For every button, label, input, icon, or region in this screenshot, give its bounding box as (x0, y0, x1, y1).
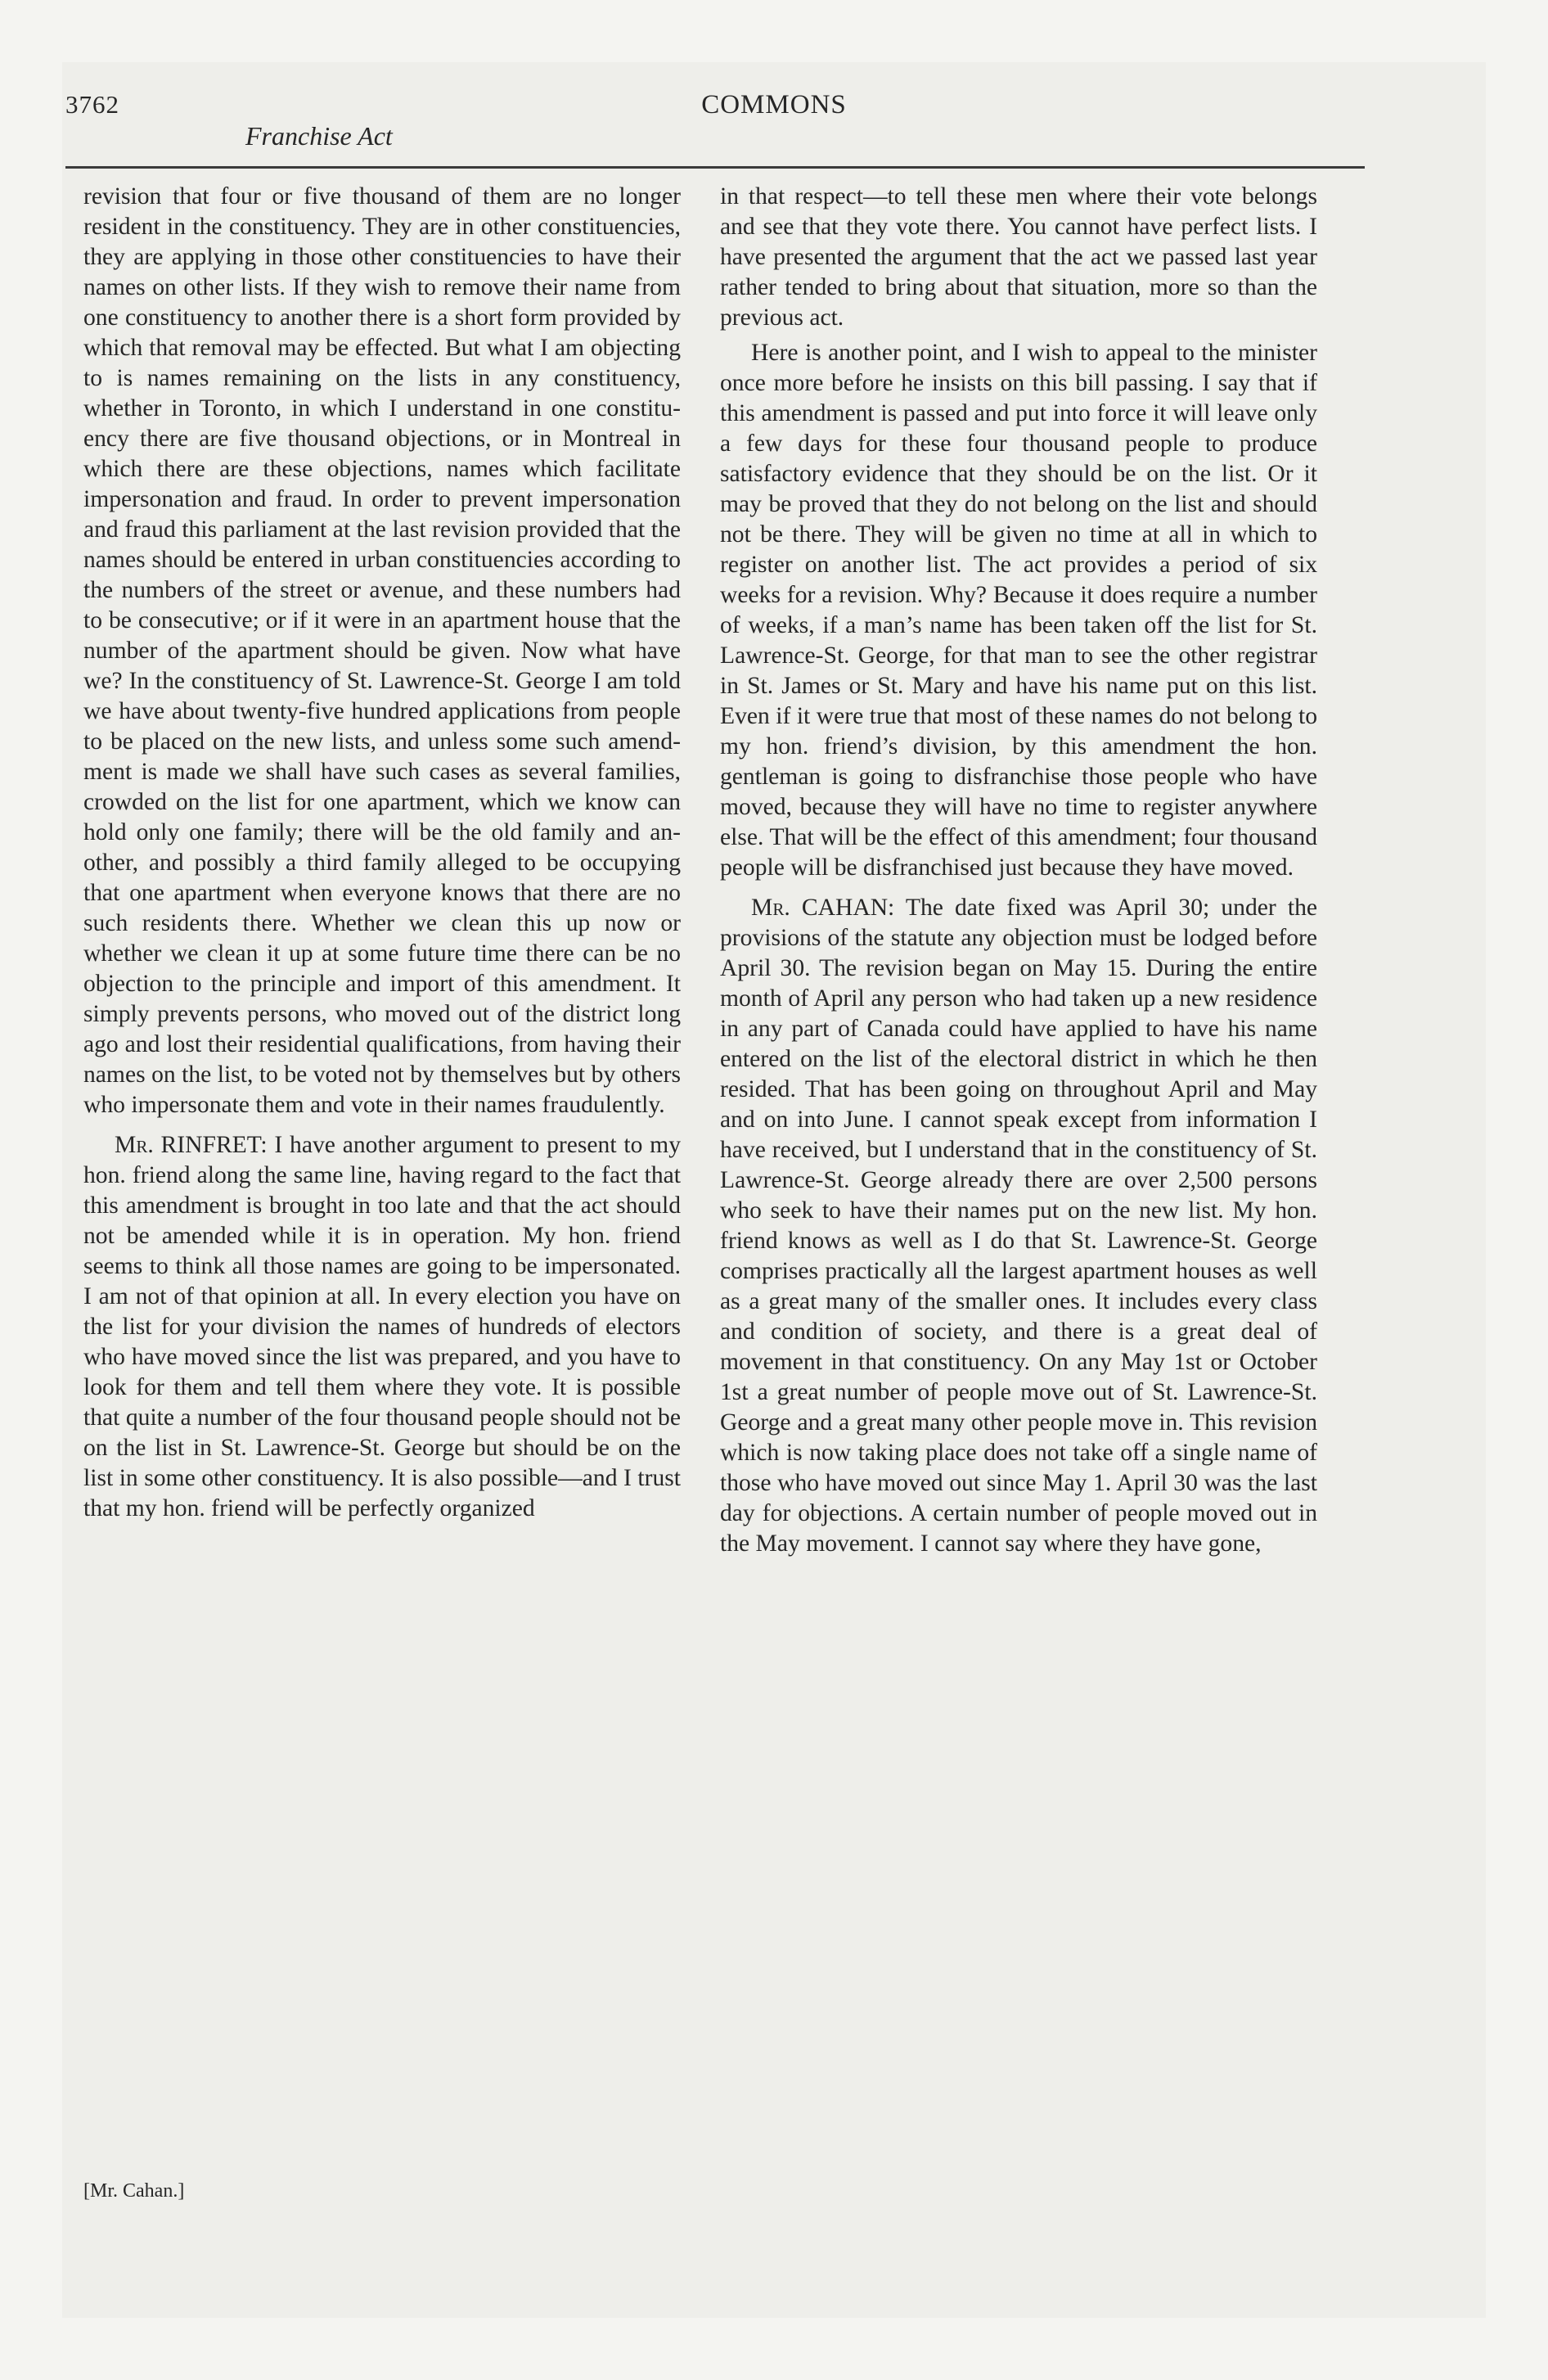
left-column (83, 182, 681, 1529)
paragraph: Here is another point, and I wish to appeal to the minister once more before he insists on this bill passing. I say that if this amendment is passed and put into force it will leave only a few days for these four thousand people to produce satisfactory evidence that they should be on the list. Or it may be proved that they do not belong on the list and should not be there. They will be given no time at all in which to register on another list. The act provides a period of six weeks for a revision. Why? Because it does require a number of weeks, if a man’s name has been taken off the list for St. Lawrence-St. George, for that man to see the other registrar in St. James or St. Mary and have his name put on this list. Even if it were true that most of these names do not belong to my hon. friend’s division, by this amendment the hon. gentleman is going to disfranchise those people who have moved, because they will have no time to register anywhere else. That will be the effect of this amendment; four thousand people will be disfranchised just because they have moved. (720, 340, 1317, 881)
section-title: Franchise Act (245, 121, 393, 151)
speech-text: The date fixed was April 30; under the provisions of the statute any objection must be lodged before April 30. The revision began on May 15. During the entire month of April any person who had taken up a new residence in any part of Canada could have applied to have his name entered on the list of the electoral district in which he then resided. That has been going on throughout April and May and on into June. I cannot speak except from information I have received, but I understand that in the constituency of St. Lawrence-St. George already there are over 2,500 persons who seek to have their names put on the new list. My hon. friend knows as well as I do that St. Lawrence-St. George comprises practically all the largest apartment houses as well as a great many of the smaller ones. It includes every class and condition of society, and there is a great deal of movement in that constituency. On any May 1st or October 1st a great number of people move out of St. Lawrence-St. George and a great many other people move in. This revision which is now taking place does not take off a single name of those who have moved out since May 1. April 30 was the last day for objections. A certain number of people moved out in the May movement. I cannot say where they have gone, (720, 895, 1317, 1557)
page-number: 3762 (65, 90, 119, 119)
paragraph: in that respect—to tell these men where their vote belongs and see that they vote there. You cannot have perfect lists. I have presented the argument that the act we passed last year rather tended to bring about that situation, more so than the previous act. (720, 183, 1317, 331)
paragraph: revision that four or five thousand of them are no longer resident in the constituency. They are in other constituencies, they are applying in those other constituencies to have their names on other lists. If they wish to remove their name from one constituency to another there is a short form provided by which that removal may be effected. But what I am objecting to is names remaining on the lists in any constituency, whether in Toronto, in which I understand in one constituency there are five thousand objections, or in Montreal in which there are these objections, names which facilitate impersonation and fraud. In order to prevent impersonation and fraud this parliament at the last revision provided that the names should be entered in urban constituencies according to the numbers of the street or avenue, and these numbers had to be consecutive; or if it were in an apartment house that the number of the apartment should be given. Now what have we? In the constituency of St. Lawrence-St. George I am told we have about twenty-five hundred applications from people to be placed on the new lists, and unless some such amendment is made we shall have such cases as several families, crowded on the list for one apartment, which we know can hold only one family; there will be the old family and another, and possibly a third family alleged to be occupying that one apartment when everyone knows that there are no such residents there. Whether we clean this up now or whether we clean it up at some future time there can be no objection to the principle and import of this amendment. It simply prevents persons, who moved out of the district long ago and lost their residential qualifications, from having their names on the list, to be voted not by themselves but by others who impersonate them and vote in their names fraudulently. (83, 183, 681, 1118)
speech-paragraph (720, 893, 1317, 1559)
speaker-name: Mr. CAHAN: (751, 895, 895, 921)
speech-text: I have another argument to present to my hon. friend along the same line, having regard to the fact that this amendment is brought in too late and that the act should not be amended while it is in operation. My hon. friend seems to think all those names are going to be impersonated. I am not of that opinion at all. In every election you have on the list for your division the names of hundreds of electors who have moved since the list was prepared, and you have to look for them and tell them where they vote. It is possible that quite a number of the four thousand people should not be on the list in St. Lawrence-St. George but should be on the list in some other constituency. It is also possible—and I trust that my hon. friend will be perfectly organized (83, 1132, 681, 1521)
right-column (720, 182, 1317, 1564)
speaker-name: Mr. RINFRET: (115, 1132, 268, 1158)
speech-paragraph (83, 1130, 681, 1524)
speaker-reference: [Mr. Cahan.] (83, 2180, 185, 2202)
running-head: COMMONS (701, 90, 847, 119)
header-rule (65, 166, 1365, 169)
